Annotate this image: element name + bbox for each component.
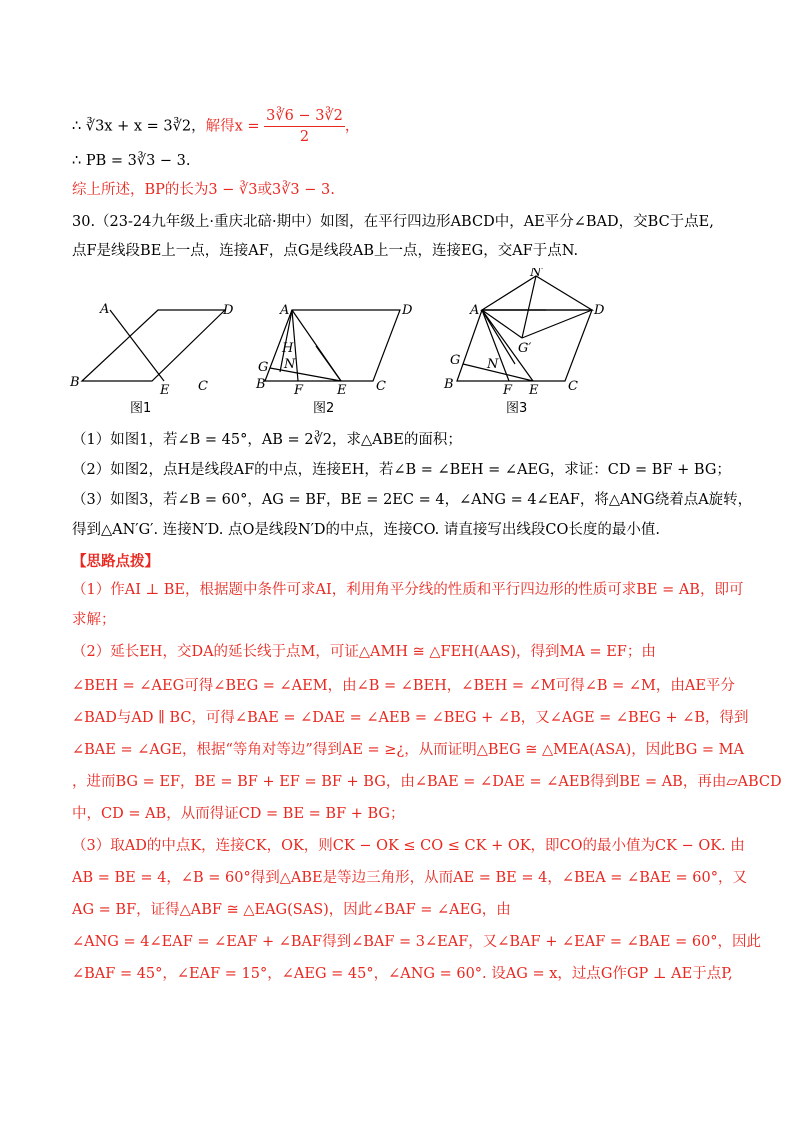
fig2-label-A: A: [280, 303, 290, 318]
part-2: （2）如图2，点H是线段AF的中点，连接EH，若∠B = ∠BEH = ∠AEG，求证：CD = BF + BG；: [72, 462, 731, 478]
fig1-label-D: D: [223, 303, 234, 318]
fig2-label-H: H: [282, 341, 294, 356]
hint-1-line-1: （1）作AI ⊥ BE，根据题中条件可求AI，利用角平分线的性质和平行四边形的性质可求BE = AB，即可: [72, 582, 744, 598]
fig1-label-E: E: [160, 383, 170, 398]
geometry-figures: [60, 268, 620, 428]
fig2-label-G: G: [258, 360, 269, 375]
fig3-label-N: N: [487, 357, 499, 372]
fig3-label-F: F: [503, 383, 513, 398]
fig3-label-E: E: [529, 383, 539, 398]
question-30-line-1: 30.（23-24九年级上·重庆北碚·期中）如图，在平行四边形ABCD中，AE平分∠BAD，交BC于点E,: [72, 214, 714, 230]
fig3-caption: 图3: [506, 401, 528, 416]
fig3-label-C: C: [568, 379, 578, 394]
fig1-label-B: B: [70, 375, 80, 390]
fig2-label-N: N: [284, 357, 296, 372]
hint-2-line-1: （2）延长EH，交DA的延长线于点M，可证△AMH ≅ △FEH(AAS)，得到MA = EF；由: [72, 644, 656, 660]
fraction: $\frac{3∛6 - 3∛2}{2}$: [266, 108, 343, 145]
hint-3-line-5: ∠BAF = 45°，∠EAF = 15°，∠AEG = 45°，∠ANG = 60°. 设AG = x，过点G作GP ⊥ AE于点P,: [72, 966, 733, 982]
hint-1-line-2: 求解；: [72, 612, 116, 628]
hint-3-line-3: AG = BF，证得△ABF ≅ △EAG(SAS)，因此∠BAF = ∠AEG，由: [72, 902, 511, 918]
hint-3-line-2: AB = BE = 4，∠B = 60°得到△ABE是等边三角形，从而AE = BE = 4，∠BEA = ∠BAE = 60°，又: [72, 870, 747, 886]
fig1-caption: 图1: [130, 401, 152, 416]
hint-title: 【思路点拨】: [72, 553, 159, 570]
fig1-label-C: C: [198, 379, 208, 394]
part-3-line-1: （3）如图3，若∠B = 60°，AG = BF，BE = 2EC = 4，∠ANG = 4∠EAF，将△ANG绕着点A旋转，: [72, 492, 753, 508]
hint-3-line-4: ∠ANG = 4∠EAF = ∠EAF + ∠BAF得到∠BAF = 3∠EAF，又∠BAF + ∠EAF = ∠BAE = 60°，因此: [72, 934, 762, 950]
hint-3-line-1: （3）取AD的中点K，连接CK，OK，则CK − OK ≤ CO ≤ CK + OK，即CO的最小值为CK − OK. 由: [72, 838, 745, 854]
question-30-line-2: 点F是线段BE上一点，连接AF，点G是线段AB上一点，连接EG，交AF于点N.: [72, 243, 579, 259]
fig2-label-F: F: [294, 383, 304, 398]
hint-2-line-2: ∠BEH = ∠AEG可得∠BEG = ∠AEM，由∠B = ∠BEH，∠BEH = ∠M可得∠B = ∠M，由AE平分: [72, 678, 735, 694]
figure-3: [457, 276, 592, 381]
hint-2-line-6: 中，CD = AB，从而得证CD = BE = BF + BG；: [72, 806, 405, 822]
fig3-label-G-prime: G′: [518, 341, 532, 356]
part-3-line-2: 得到△AN′G′. 连接N′D. 点O是线段N′D的中点，连接CO. 请直接写出线段CO长度的最小值.: [72, 522, 660, 538]
fig3-label-B: B: [444, 377, 454, 392]
hint-2-line-5: ，进而BG = EF，BE = BF + EF = BF + BG，由∠BAE = ∠DAE = ∠AEB得到BE = AB，再由▱ABCD: [72, 774, 782, 790]
hint-2-line-3: ∠BAD与AD ∥ BC，可得∠BAE = ∠DAE = ∠AEB = ∠BEG + ∠B，又∠AGE = ∠BEG + ∠B，得到: [72, 710, 749, 726]
fig1-label-A: A: [100, 302, 110, 317]
hint-2-line-4: ∠BAE = ∠AGE，根据“等角对等边”得到AE = ≥¿，从而证明△BEG ≅ △MEA(ASA)，因此BG = MA: [72, 742, 744, 758]
figure-1: [82, 310, 225, 381]
solution-conclusion: 综上所述，BP的长为3 − ∛3或3∛3 − 3.: [72, 182, 335, 198]
fig2-caption: 图2: [313, 401, 335, 416]
solution-line-1: ∴ ∛3x + x = 3∛2，解得x = $\frac{3∛6 - 3∛2}{2}$ ，: [72, 108, 360, 145]
part-1: （1）如图1，若∠B = 45°，AB = 2∛2，求△ABE的面积；: [72, 432, 462, 448]
fig2-label-D: D: [402, 303, 413, 318]
fig3-label-A: A: [470, 303, 480, 318]
fig2-label-C: C: [376, 379, 386, 394]
solution-line-2: ∴ PB = 3∛3 − 3.: [72, 153, 191, 169]
fig3-label-N-prime: N′: [530, 268, 545, 280]
fig3-label-G: G: [450, 353, 461, 368]
fig3-label-D: D: [594, 303, 605, 318]
fig2-label-B: B: [256, 377, 266, 392]
fig2-label-E: E: [337, 383, 347, 398]
figures: [60, 268, 620, 428]
